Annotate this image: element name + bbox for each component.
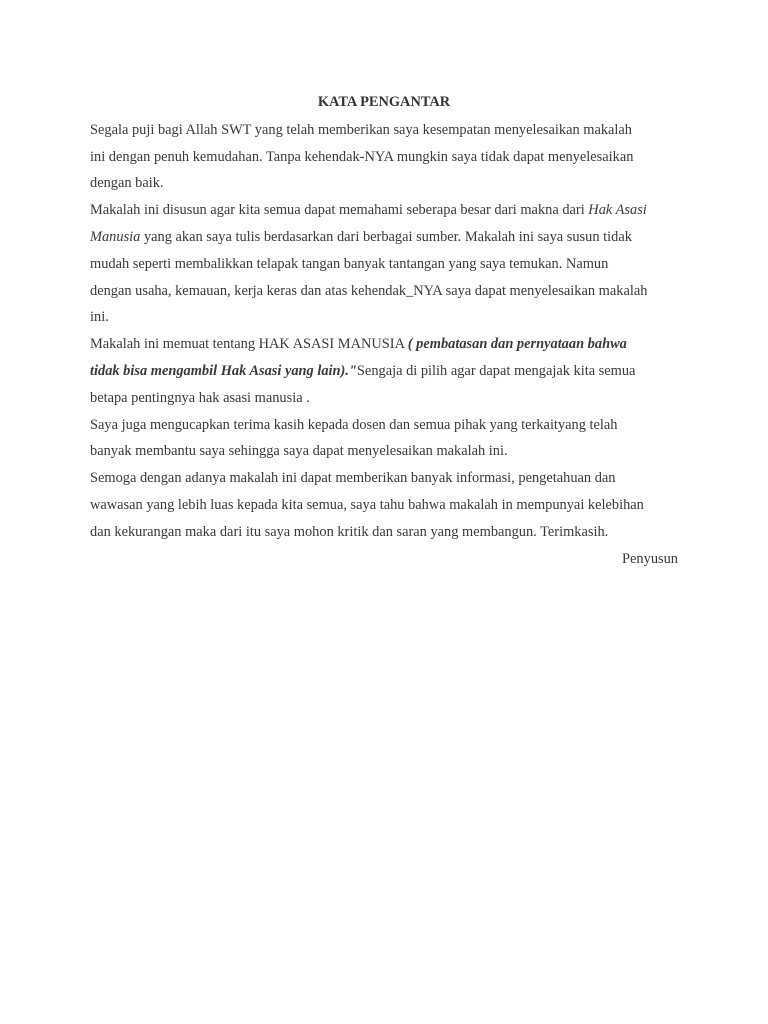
bold-italic-phrase: tidak bisa mengambil Hak Asasi yang lain)." [90,362,357,379]
paragraph-text: yang akan saya tulis berdasarkan dari berbagai sumber. Makalah ini saya susun tidak [140,228,632,245]
italic-term: Hak Asasi [588,202,647,219]
paragraph-text: Makalah ini memuat tentang HAK ASASI MANUSIA [90,336,408,353]
paragraph-line: betapa pentingnya hak asasi manusia . [90,389,310,406]
bold-italic-phrase: ( pembatasan dan pernyataan bahwa [407,336,627,353]
paragraph-line: dan kekurangan maka dari itu saya mohon kritik dan saran yang membangun. Terimkasih. [90,523,609,540]
italic-term: Manusia [90,228,141,245]
paragraph-text: Makalah ini disusun agar kita semua dapat memahami seberapa besar dari makna dari [90,202,589,219]
paragraph-line: Segala puji bagi Allah SWT yang telah memberikan saya kesempatan menyelesaikan makalah [90,121,633,138]
paragraph-purpose [90,197,678,331]
paragraph-line: ini. [90,309,109,326]
paragraph-line [90,224,678,251]
paragraph-line [90,331,678,358]
paragraph-line: dengan usaha, kemauan, kerja keras dan atas kehendak_NYA saya dapat menyelesaikan makalah [90,282,648,299]
paragraph-line [90,197,678,224]
paragraph-line: wawasan yang lebih luas kepada kita semua, saya tahu bahwa makalah in mempunyai kelebihan [90,496,644,513]
paragraph-thanks [90,412,678,466]
paragraph-topic [90,331,678,411]
paragraph-line: Saya juga mengucapkan terima kasih kepada dosen dan semua pihak yang terkaityang telah [90,416,618,433]
paragraph-intro [90,117,678,197]
paragraph-line: banyak membantu saya sehingga saya dapat menyelesaikan makalah ini. [90,443,508,460]
paragraph-text: Sengaja di pilih agar dapat mengajak kita semua [356,362,636,379]
paragraph-line [90,358,678,385]
paragraph-line: dengan baik. [90,175,164,192]
document-title: KATA PENGANTAR [317,94,451,110]
paragraph-line: mudah seperti membalikkan telapak tangan banyak tantangan yang saya temukan. Namun [90,255,609,272]
paragraph-line: ini dengan penuh kemudahan. Tanpa kehendak-NYA mungkin saya tidak dapat menyelesaikan [90,148,634,165]
paragraph-closing [90,465,678,545]
document-page [90,90,678,572]
signature: Penyusun [622,550,678,567]
paragraph-line: Semoga dengan adanya makalah ini dapat memberikan banyak informasi, pengetahuan dan [90,470,616,487]
